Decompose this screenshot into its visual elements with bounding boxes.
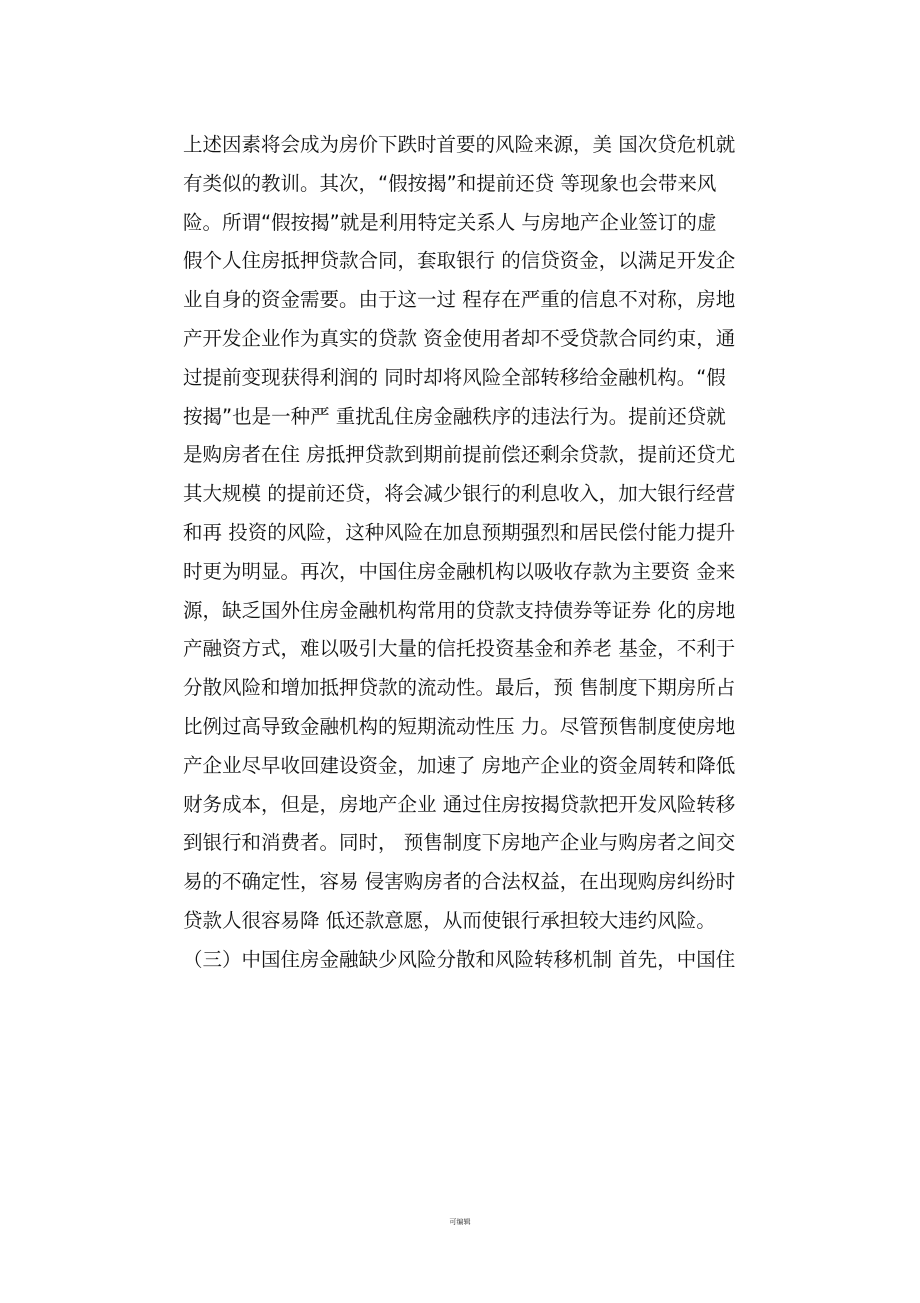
text-line: 财务成本，但是，房地产企业 通过住房按揭贷款把开发风险转移 bbox=[183, 792, 736, 816]
text-line: 上述因素将会成为房价下跌时首要的风险来源，美 国次贷危机就 bbox=[183, 133, 736, 156]
text-line: 业自身的资金需要。由于这一过 程存在严重的信息不对称，房地 bbox=[183, 288, 736, 312]
text-line: 过提前变现获得利润的 同时却将风险全部转移给金融机构。“假 bbox=[183, 365, 726, 389]
text-line: 到银行和消费者。同时， 预售制度下房地产企业与购房者之间交 bbox=[183, 831, 736, 855]
text-line: 和再 投资的风险，这种风险在加息预期强烈和居民偿付能力提升 bbox=[183, 520, 736, 544]
text-line: 险。所谓“假按揭”就是利用特定关系人 与房地产企业签订的虚 bbox=[183, 210, 717, 234]
text-line: 假个人住房抵押贷款合同，套取银行 的信贷资金，以满足开发企 bbox=[183, 249, 736, 273]
text-line: 时更为明显。再次，中国住房金融机构以吸收存款为主要资 金来 bbox=[183, 559, 736, 583]
section-heading-line: （三）中国住房金融缺少风险分散和风险转移机制 首先，中国住 bbox=[183, 947, 736, 971]
text-line: 按揭”也是一种严 重扰乱住房金融秩序的违法行为。提前还贷就 bbox=[183, 404, 726, 428]
text-line: 比例过高导致金融机构的短期流动性压 力。尽管预售制度使房地 bbox=[183, 714, 736, 738]
text-line: 分散风险和增加抵押贷款的流动性。最后，预 售制度下期房所占 bbox=[183, 676, 736, 700]
text-line: 是购房者在住 房抵押贷款到期前提前偿还剩余贷款，提前还贷尤 bbox=[183, 443, 736, 467]
text-line: 贷款人很容易降 低还款意愿，从而使银行承担较大违约风险。 bbox=[183, 908, 716, 932]
body-text bbox=[183, 126, 793, 980]
text-line: 产融资方式，难以吸引大量的信托投资基金和养老 基金，不利于 bbox=[183, 637, 736, 661]
text-line: 其大规模 的提前还贷，将会减少银行的利息收入，加大银行经营 bbox=[183, 482, 736, 506]
page-footer: 可编辑 bbox=[449, 1218, 471, 1226]
text-line: 有类似的教训。其次，“假按揭”和提前还贷 等现象也会带来风 bbox=[183, 171, 717, 195]
text-line: 源，缺乏国外住房金融机构常用的贷款支持债券等证券 化的房地 bbox=[183, 598, 736, 622]
text-line: 产企业尽早收回建设资金，加速了 房地产企业的资金周转和降低 bbox=[183, 753, 736, 777]
text-line: 产开发企业作为真实的贷款 资金使用者却不受贷款合同约束，通 bbox=[183, 326, 736, 350]
text-line: 易的不确定性，容易 侵害购房者的合法权益，在出现购房纠纷时 bbox=[183, 870, 736, 894]
